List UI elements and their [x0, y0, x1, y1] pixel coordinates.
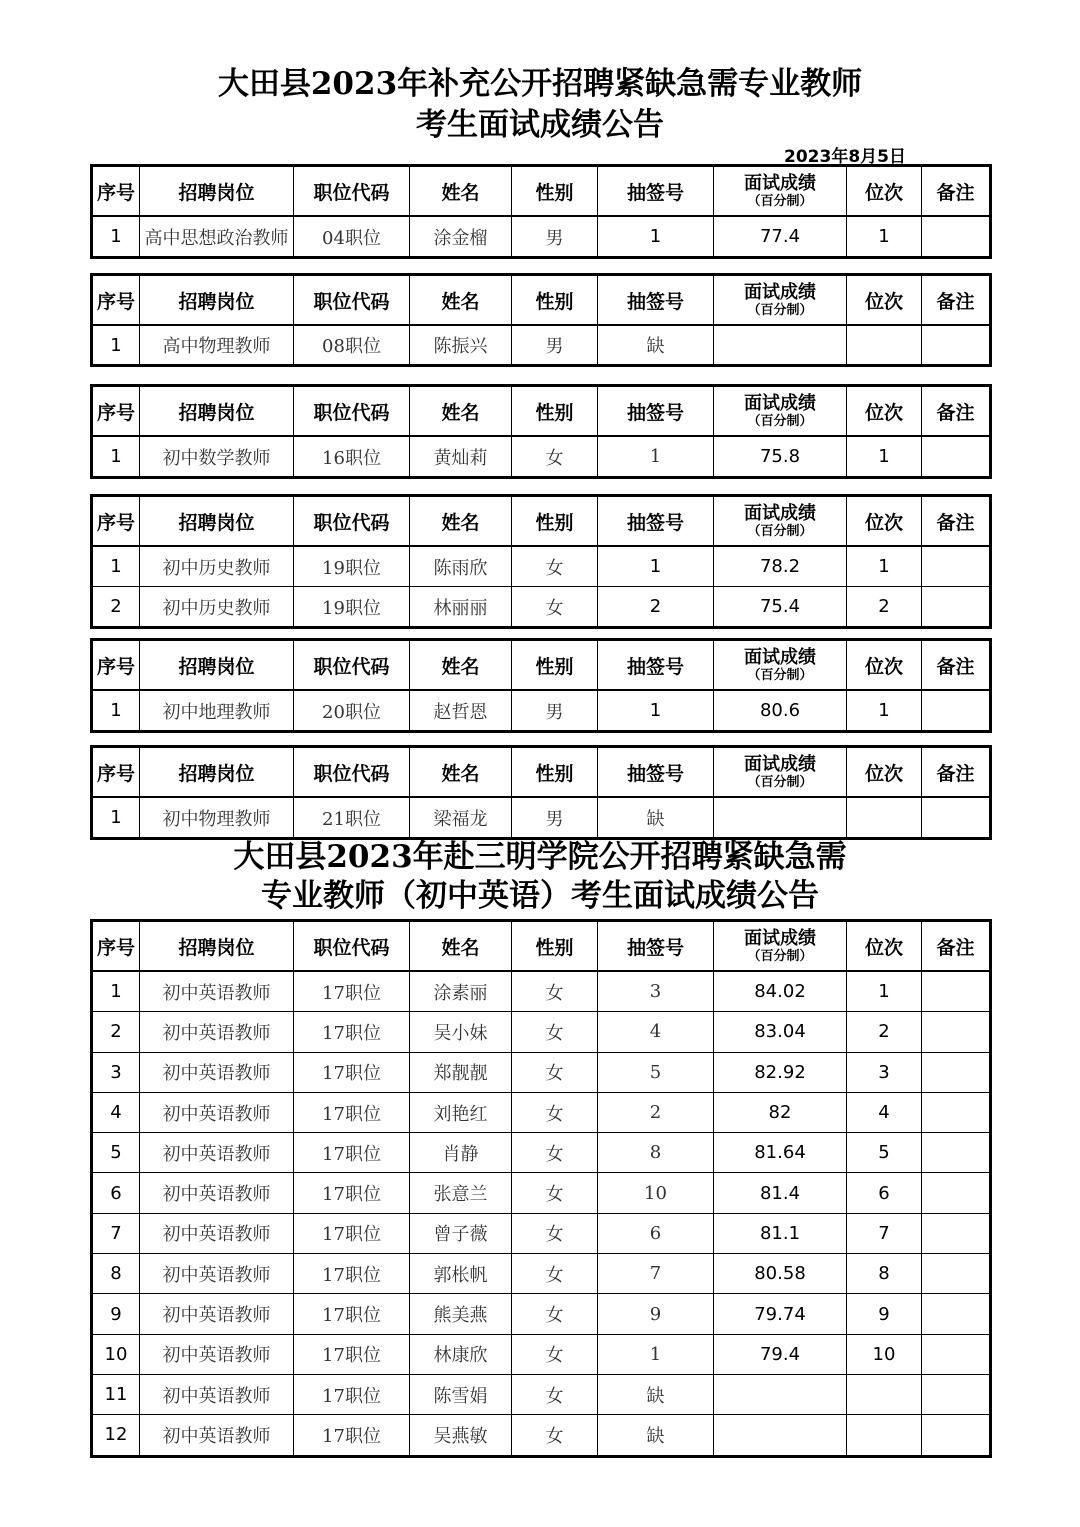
- cell-draw: 1: [598, 690, 714, 732]
- cell-note: [922, 325, 991, 366]
- cell-code: 17职位: [294, 1415, 410, 1456]
- cell-rank: [847, 325, 922, 366]
- header-score-label: 面试成绩: [744, 754, 816, 775]
- cell-name: 林康欣: [410, 1334, 512, 1374]
- cell-note: [922, 1254, 991, 1294]
- header-gender: 性别: [512, 747, 598, 798]
- header-score: [714, 166, 847, 217]
- cell-rank: 2: [847, 587, 922, 628]
- notice-title-1-line2: 考生面试成绩公告: [416, 107, 664, 143]
- header-score: [714, 386, 847, 437]
- cell-post: 高中物理教师: [140, 325, 294, 366]
- cell-code: 21职位: [294, 797, 410, 839]
- cell-post: 初中英语教师: [140, 1092, 294, 1132]
- cell-name: 张意兰: [410, 1173, 512, 1213]
- header-note: 备注: [922, 166, 991, 217]
- cell-note: [922, 587, 991, 628]
- table-row: [92, 546, 991, 587]
- cell-rank: 3: [847, 1052, 922, 1092]
- table-row: [92, 1254, 991, 1294]
- cell-draw: 缺: [598, 1374, 714, 1414]
- cell-gender: 女: [512, 1012, 598, 1052]
- table-header-row: [92, 747, 991, 798]
- cell-score: 77.4: [714, 216, 847, 258]
- table-row: [92, 1173, 991, 1213]
- cell-note: [922, 690, 991, 732]
- header-seq: 序号: [92, 275, 140, 326]
- cell-gender: 男: [512, 216, 598, 258]
- score-table-3: [90, 384, 992, 479]
- notice-title-2: [0, 837, 1080, 877]
- header-post: 招聘岗位: [140, 386, 294, 437]
- header-note: 备注: [922, 640, 991, 691]
- cell-post: 初中物理教师: [140, 797, 294, 839]
- header-seq: 序号: [92, 747, 140, 798]
- table-row: [92, 436, 991, 478]
- header-rank: 位次: [847, 747, 922, 798]
- header-code: 职位代码: [294, 496, 410, 547]
- cell-note: [922, 1092, 991, 1132]
- cell-gender: 女: [512, 1415, 598, 1456]
- header-rank: 位次: [847, 386, 922, 437]
- cell-draw: 1: [598, 436, 714, 478]
- cell-code: 16职位: [294, 436, 410, 478]
- cell-seq: 8: [92, 1254, 140, 1294]
- cell-seq: 11: [92, 1374, 140, 1414]
- header-gender: 性别: [512, 921, 598, 972]
- cell-gender: 女: [512, 1173, 598, 1213]
- table-row: [92, 1012, 991, 1052]
- header-post: 招聘岗位: [140, 496, 294, 547]
- cell-code: 17职位: [294, 1173, 410, 1213]
- cell-score: 78.2: [714, 546, 847, 587]
- cell-gender: 女: [512, 587, 598, 628]
- cell-gender: 女: [512, 1052, 598, 1092]
- cell-code: 17职位: [294, 1012, 410, 1052]
- cell-name: 陈雪娟: [410, 1374, 512, 1414]
- cell-draw: 5: [598, 1052, 714, 1092]
- header-rank: 位次: [847, 640, 922, 691]
- cell-post: 高中思想政治教师: [140, 216, 294, 258]
- cell-gender: 女: [512, 1133, 598, 1173]
- cell-seq: 6: [92, 1173, 140, 1213]
- cell-draw: 1: [598, 216, 714, 258]
- cell-rank: 6: [847, 1173, 922, 1213]
- cell-note: [922, 1012, 991, 1052]
- cell-gender: 女: [512, 1294, 598, 1334]
- cell-code: 17职位: [294, 1254, 410, 1294]
- cell-seq: 2: [92, 587, 140, 628]
- header-seq: 序号: [92, 921, 140, 972]
- header-draw: 抽签号: [598, 166, 714, 217]
- cell-code: 19职位: [294, 546, 410, 587]
- cell-score: 79.74: [714, 1294, 847, 1334]
- cell-rank: 1: [847, 546, 922, 587]
- cell-seq: 7: [92, 1213, 140, 1253]
- cell-draw: 缺: [598, 325, 714, 366]
- cell-note: [922, 1213, 991, 1253]
- header-score: [714, 275, 847, 326]
- header-code: 职位代码: [294, 640, 410, 691]
- header-name: 姓名: [410, 496, 512, 547]
- cell-draw: 1: [598, 1334, 714, 1374]
- cell-code: 17职位: [294, 1092, 410, 1132]
- cell-name: 黄灿莉: [410, 436, 512, 478]
- header-seq: 序号: [92, 386, 140, 437]
- table-header-row: [92, 386, 991, 437]
- header-name: 姓名: [410, 747, 512, 798]
- cell-draw: 缺: [598, 797, 714, 839]
- score-table-2: [90, 273, 992, 367]
- cell-name: 陈振兴: [410, 325, 512, 366]
- cell-draw: 7: [598, 1254, 714, 1294]
- header-gender: 性别: [512, 166, 598, 217]
- cell-draw: 3: [598, 971, 714, 1012]
- table-row: [92, 1213, 991, 1253]
- cell-name: 林丽丽: [410, 587, 512, 628]
- cell-post: 初中英语教师: [140, 1334, 294, 1374]
- score-table-7: [90, 919, 992, 1458]
- cell-name: 曾子薇: [410, 1213, 512, 1253]
- cell-note: [922, 1133, 991, 1173]
- table-row: [92, 690, 991, 732]
- cell-note: [922, 546, 991, 587]
- header-name: 姓名: [410, 275, 512, 326]
- cell-name: 吴燕敏: [410, 1415, 512, 1456]
- cell-draw: 2: [598, 1092, 714, 1132]
- cell-post: 初中英语教师: [140, 1012, 294, 1052]
- cell-score: [714, 325, 847, 366]
- header-score-unit: （百分制）: [747, 668, 813, 683]
- table-row: [92, 216, 991, 258]
- cell-rank: [847, 1374, 922, 1414]
- cell-score: 79.4: [714, 1334, 847, 1374]
- header-score-unit: （百分制）: [747, 949, 813, 964]
- cell-post: 初中英语教师: [140, 1173, 294, 1213]
- table-row: [92, 1374, 991, 1414]
- table-header-row: [92, 275, 991, 326]
- cell-score: 80.6: [714, 690, 847, 732]
- cell-rank: 1: [847, 971, 922, 1012]
- cell-code: 17职位: [294, 1294, 410, 1334]
- cell-rank: [847, 1415, 922, 1456]
- cell-seq: 12: [92, 1415, 140, 1456]
- header-score: [714, 640, 847, 691]
- cell-gender: 女: [512, 1213, 598, 1253]
- cell-gender: 女: [512, 1334, 598, 1374]
- cell-draw: 9: [598, 1294, 714, 1334]
- notice-date: 2023年8月5日: [784, 147, 906, 167]
- cell-seq: 1: [92, 971, 140, 1012]
- cell-code: 17职位: [294, 971, 410, 1012]
- table-row: [92, 1092, 991, 1132]
- header-note: 备注: [922, 921, 991, 972]
- table-row: [92, 797, 991, 839]
- header-gender: 性别: [512, 496, 598, 547]
- cell-score: 81.64: [714, 1133, 847, 1173]
- cell-name: 涂素丽: [410, 971, 512, 1012]
- cell-post: 初中英语教师: [140, 1052, 294, 1092]
- notice-title-2b: [0, 876, 1080, 916]
- header-draw: 抽签号: [598, 921, 714, 972]
- notice-title-2-line2: 专业教师（初中英语）考生面试成绩公告: [261, 878, 819, 914]
- cell-seq: 10: [92, 1334, 140, 1374]
- cell-code: 20职位: [294, 690, 410, 732]
- cell-code: 17职位: [294, 1374, 410, 1414]
- header-draw: 抽签号: [598, 386, 714, 437]
- cell-rank: 7: [847, 1213, 922, 1253]
- header-seq: 序号: [92, 166, 140, 217]
- cell-rank: 2: [847, 1012, 922, 1052]
- header-post: 招聘岗位: [140, 640, 294, 691]
- header-gender: 性别: [512, 275, 598, 326]
- header-score-label: 面试成绩: [744, 503, 816, 524]
- header-score-label: 面试成绩: [744, 928, 816, 949]
- table-row: [92, 1052, 991, 1092]
- header-rank: 位次: [847, 166, 922, 217]
- header-score-label: 面试成绩: [744, 393, 816, 414]
- header-gender: 性别: [512, 386, 598, 437]
- header-score-label: 面试成绩: [744, 647, 816, 668]
- header-note: 备注: [922, 496, 991, 547]
- cell-code: 08职位: [294, 325, 410, 366]
- header-name: 姓名: [410, 640, 512, 691]
- cell-note: [922, 797, 991, 839]
- header-draw: 抽签号: [598, 747, 714, 798]
- header-code: 职位代码: [294, 275, 410, 326]
- header-name: 姓名: [410, 166, 512, 217]
- cell-seq: 4: [92, 1092, 140, 1132]
- cell-note: [922, 1334, 991, 1374]
- cell-rank: 8: [847, 1254, 922, 1294]
- cell-code: 04职位: [294, 216, 410, 258]
- cell-post: 初中数学教师: [140, 436, 294, 478]
- header-score-label: 面试成绩: [744, 282, 816, 303]
- cell-name: 涂金榴: [410, 216, 512, 258]
- cell-name: 郭枨帆: [410, 1254, 512, 1294]
- notice-title-1-line1: 大田县2023年补充公开招聘紧缺急需专业教师: [217, 66, 863, 102]
- cell-seq: 1: [92, 216, 140, 258]
- cell-name: 梁福龙: [410, 797, 512, 839]
- cell-code: 17职位: [294, 1133, 410, 1173]
- cell-seq: 1: [92, 797, 140, 839]
- cell-post: 初中英语教师: [140, 1374, 294, 1414]
- notice-title-2-line1: 大田县2023年赴三明学院公开招聘紧缺急需: [233, 839, 847, 875]
- cell-gender: 男: [512, 325, 598, 366]
- header-score-unit: （百分制）: [747, 414, 813, 429]
- header-score: [714, 747, 847, 798]
- table-row: [92, 1415, 991, 1456]
- cell-score: 84.02: [714, 971, 847, 1012]
- cell-score: 82.92: [714, 1052, 847, 1092]
- cell-rank: [847, 797, 922, 839]
- table-row: [92, 971, 991, 1012]
- table-row: [92, 325, 991, 366]
- cell-seq: 1: [92, 325, 140, 366]
- header-rank: 位次: [847, 496, 922, 547]
- cell-score: [714, 1415, 847, 1456]
- cell-post: 初中地理教师: [140, 690, 294, 732]
- header-note: 备注: [922, 747, 991, 798]
- header-code: 职位代码: [294, 747, 410, 798]
- header-code: 职位代码: [294, 921, 410, 972]
- cell-post: 初中英语教师: [140, 971, 294, 1012]
- cell-score: [714, 797, 847, 839]
- cell-post: 初中英语教师: [140, 1294, 294, 1334]
- cell-name: 赵哲恩: [410, 690, 512, 732]
- cell-draw: 8: [598, 1133, 714, 1173]
- cell-gender: 女: [512, 1092, 598, 1132]
- cell-code: 19职位: [294, 587, 410, 628]
- header-name: 姓名: [410, 386, 512, 437]
- header-score-unit: （百分制）: [747, 194, 813, 209]
- cell-name: 肖静: [410, 1133, 512, 1173]
- header-rank: 位次: [847, 921, 922, 972]
- cell-name: 吴小妹: [410, 1012, 512, 1052]
- cell-seq: 1: [92, 546, 140, 587]
- cell-draw: 4: [598, 1012, 714, 1052]
- cell-seq: 9: [92, 1294, 140, 1334]
- header-note: 备注: [922, 386, 991, 437]
- cell-note: [922, 1415, 991, 1456]
- cell-note: [922, 436, 991, 478]
- cell-rank: 5: [847, 1133, 922, 1173]
- header-gender: 性别: [512, 640, 598, 691]
- cell-score: 82: [714, 1092, 847, 1132]
- cell-name: 郑靓靓: [410, 1052, 512, 1092]
- cell-draw: 10: [598, 1173, 714, 1213]
- table-header-row: [92, 921, 991, 972]
- header-post: 招聘岗位: [140, 747, 294, 798]
- cell-score: 75.8: [714, 436, 847, 478]
- header-rank: 位次: [847, 275, 922, 326]
- cell-gender: 女: [512, 971, 598, 1012]
- cell-code: 17职位: [294, 1052, 410, 1092]
- cell-score: 81.1: [714, 1213, 847, 1253]
- score-table-1: [90, 164, 992, 259]
- notice-title-1: [0, 64, 1080, 104]
- cell-rank: 10: [847, 1334, 922, 1374]
- cell-name: 刘艳红: [410, 1092, 512, 1132]
- cell-note: [922, 1294, 991, 1334]
- cell-code: 17职位: [294, 1213, 410, 1253]
- header-seq: 序号: [92, 640, 140, 691]
- cell-gender: 女: [512, 546, 598, 587]
- cell-post: 初中英语教师: [140, 1133, 294, 1173]
- header-post: 招聘岗位: [140, 275, 294, 326]
- cell-seq: 1: [92, 690, 140, 732]
- cell-rank: 1: [847, 690, 922, 732]
- cell-code: 17职位: [294, 1334, 410, 1374]
- table-row: [92, 1133, 991, 1173]
- cell-rank: 1: [847, 436, 922, 478]
- cell-score: [714, 1374, 847, 1414]
- score-table-4: [90, 494, 992, 629]
- header-name: 姓名: [410, 921, 512, 972]
- cell-draw: 6: [598, 1213, 714, 1253]
- cell-post: 初中英语教师: [140, 1213, 294, 1253]
- cell-post: 初中英语教师: [140, 1415, 294, 1456]
- cell-seq: 1: [92, 436, 140, 478]
- cell-draw: 缺: [598, 1415, 714, 1456]
- cell-note: [922, 1374, 991, 1414]
- cell-score: 75.4: [714, 587, 847, 628]
- table-header-row: [92, 166, 991, 217]
- table-row: [92, 1294, 991, 1334]
- cell-seq: 2: [92, 1012, 140, 1052]
- cell-gender: 女: [512, 1374, 598, 1414]
- header-score-unit: （百分制）: [747, 303, 813, 318]
- header-post: 招聘岗位: [140, 921, 294, 972]
- cell-post: 初中历史教师: [140, 587, 294, 628]
- table-row: [92, 587, 991, 628]
- header-score-unit: （百分制）: [747, 775, 813, 790]
- cell-gender: 男: [512, 690, 598, 732]
- cell-score: 80.58: [714, 1254, 847, 1294]
- table-header-row: [92, 640, 991, 691]
- cell-note: [922, 1173, 991, 1213]
- cell-note: [922, 971, 991, 1012]
- header-seq: 序号: [92, 496, 140, 547]
- table-row: [92, 1334, 991, 1374]
- header-code: 职位代码: [294, 166, 410, 217]
- header-code: 职位代码: [294, 386, 410, 437]
- header-note: 备注: [922, 275, 991, 326]
- score-table-5: [90, 638, 992, 733]
- header-post: 招聘岗位: [140, 166, 294, 217]
- cell-note: [922, 1052, 991, 1092]
- header-draw: 抽签号: [598, 640, 714, 691]
- cell-post: 初中英语教师: [140, 1254, 294, 1294]
- cell-gender: 女: [512, 1254, 598, 1294]
- header-score-label: 面试成绩: [744, 173, 816, 194]
- cell-draw: 2: [598, 587, 714, 628]
- header-draw: 抽签号: [598, 275, 714, 326]
- cell-post: 初中历史教师: [140, 546, 294, 587]
- cell-seq: 5: [92, 1133, 140, 1173]
- header-score-unit: （百分制）: [747, 524, 813, 539]
- cell-name: 熊美燕: [410, 1294, 512, 1334]
- cell-score: 81.4: [714, 1173, 847, 1213]
- score-table-6: [90, 745, 992, 840]
- cell-score: 83.04: [714, 1012, 847, 1052]
- table-header-row: [92, 496, 991, 547]
- cell-draw: 1: [598, 546, 714, 587]
- cell-seq: 3: [92, 1052, 140, 1092]
- notice-title-1b: [0, 105, 1080, 145]
- cell-gender: 男: [512, 797, 598, 839]
- cell-gender: 女: [512, 436, 598, 478]
- header-draw: 抽签号: [598, 496, 714, 547]
- cell-rank: 1: [847, 216, 922, 258]
- header-score: [714, 496, 847, 547]
- cell-rank: 9: [847, 1294, 922, 1334]
- cell-name: 陈雨欣: [410, 546, 512, 587]
- cell-rank: 4: [847, 1092, 922, 1132]
- header-score: [714, 921, 847, 972]
- cell-note: [922, 216, 991, 258]
